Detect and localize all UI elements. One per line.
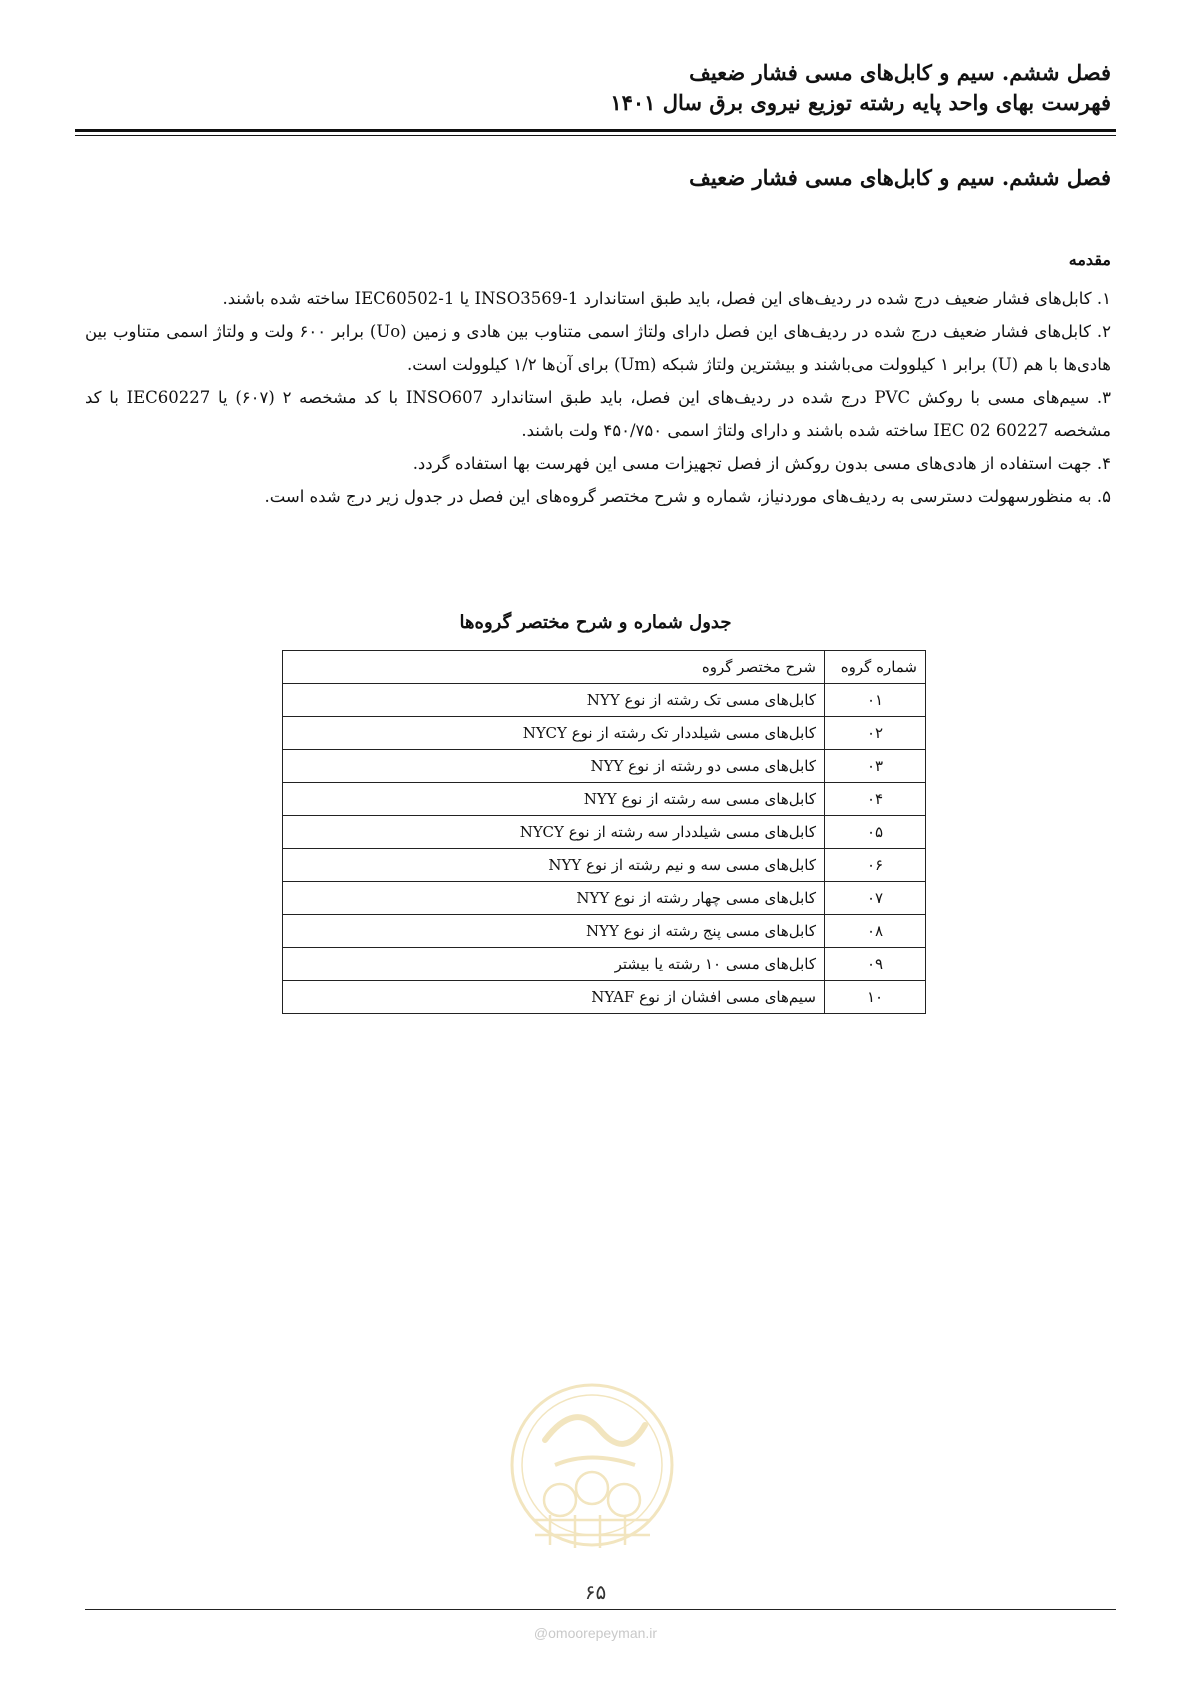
page-number: ۶۵ <box>584 1580 607 1604</box>
group-number: ۰۴ <box>825 783 926 816</box>
paragraph-3: ۳. سیم‌های مسی با روکش PVC درج شده در ردیف‌های این فصل، باید طبق استاندارد INSO607 با کد مشخصه ۲ (۶۰۷) یا IEC60227 با کد مشخصه 60227 IEC 02 ساخته شده باشند و دارای ولتاژ اسمی ۴۵۰/۷۵۰ ولت باشند. <box>85 388 1112 440</box>
group-number: ۰۵ <box>825 816 926 849</box>
group-number: ۰۳ <box>825 750 926 783</box>
table-row <box>283 750 926 783</box>
group-number: ۰۱ <box>825 684 926 717</box>
table-row <box>283 717 926 750</box>
chapter-title: فصل ششم. سیم و کابل‌های مسی فشار ضعیف <box>689 165 1111 190</box>
column-header-number: شماره گروه <box>825 651 926 684</box>
group-description: کابل‌های مسی چهار رشته از نوع NYY <box>283 882 825 915</box>
group-description: کابل‌های مسی ۱۰ رشته یا بیشتر <box>283 948 825 981</box>
group-description: کابل‌های مسی دو رشته از نوع NYY <box>283 750 825 783</box>
group-description: کابل‌های مسی شیلددار سه رشته از نوع NYCY <box>283 816 825 849</box>
group-description: سیم‌های مسی افشان از نوع NYAF <box>283 981 825 1014</box>
group-number: ۰۷ <box>825 882 926 915</box>
column-header-description: شرح مختصر گروه <box>283 651 825 684</box>
group-description: کابل‌های مسی تک رشته از نوع NYY <box>283 684 825 717</box>
header-document-title: فهرست بهای واحد پایه رشته توزیع نیروی برق سال ۱۴۰۱ <box>610 90 1111 115</box>
group-number: ۱۰ <box>825 981 926 1014</box>
paragraph-4: ۴. جهت استفاده از هادی‌های مسی بدون روکش از فصل تجهیزات مسی این فهرست بها استفاده گردد. <box>412 454 1111 473</box>
groups-table <box>282 650 926 1014</box>
table-title: جدول شماره و شرح مختصر گروه‌ها <box>459 612 732 633</box>
group-description: کابل‌های مسی شیلددار تک رشته از نوع NYCY <box>283 717 825 750</box>
table-row <box>283 948 926 981</box>
table-row <box>283 783 926 816</box>
table-row <box>283 816 926 849</box>
header-rule-thin <box>75 135 1116 136</box>
paragraph-2: ۲. کابل‌های فشار ضعیف درج شده در ردیف‌های این فصل دارای ولتاژ اسمی متناوب بین هادی و زمین (Uo) برابر ۶۰۰ ولت و ولتاژ اسمی متناوب بین هادی‌ها با هم (U) برابر ۱ کیلوولت می‌باشند و بیشترین ولتاژ شبکه (Um) برای آن‌ها ۱/۲ کیلوولت است. <box>85 322 1112 374</box>
table-header-row <box>283 651 926 684</box>
seal-logo-icon <box>505 1370 680 1570</box>
group-description: کابل‌های مسی سه و نیم رشته از نوع NYY <box>283 849 825 882</box>
table-row <box>283 882 926 915</box>
table-row <box>283 849 926 882</box>
paragraph-1: ۱. کابل‌های فشار ضعیف درج شده در ردیف‌های این فصل، باید طبق استاندارد INSO3569-1 یا IEC60502-1 ساخته شده باشند. <box>222 289 1111 308</box>
group-number: ۰۹ <box>825 948 926 981</box>
page-header <box>75 58 1111 118</box>
footer-rule <box>85 1609 1116 1610</box>
header-chapter: فصل ششم. سیم و کابل‌های مسی فشار ضعیف <box>689 60 1111 85</box>
intro-paragraphs <box>85 282 1111 513</box>
footer-site-watermark: @omoorepeyman.ir <box>533 1625 658 1641</box>
group-description: کابل‌های مسی پنج رشته از نوع NYY <box>283 915 825 948</box>
group-number: ۰۸ <box>825 915 926 948</box>
table-row <box>283 915 926 948</box>
group-description: کابل‌های مسی سه رشته از نوع NYY <box>283 783 825 816</box>
group-number: ۰۶ <box>825 849 926 882</box>
intro-heading: مقدمه <box>1068 250 1111 269</box>
table-row <box>283 981 926 1014</box>
table-row <box>283 684 926 717</box>
header-rule-thick <box>75 129 1116 132</box>
group-number: ۰۲ <box>825 717 926 750</box>
paragraph-5: ۵. به منظورسهولت دسترسی به ردیف‌های موردنیاز، شماره و شرح مختصر گروه‌های این فصل در جدول زیر درج شده است. <box>264 487 1111 506</box>
